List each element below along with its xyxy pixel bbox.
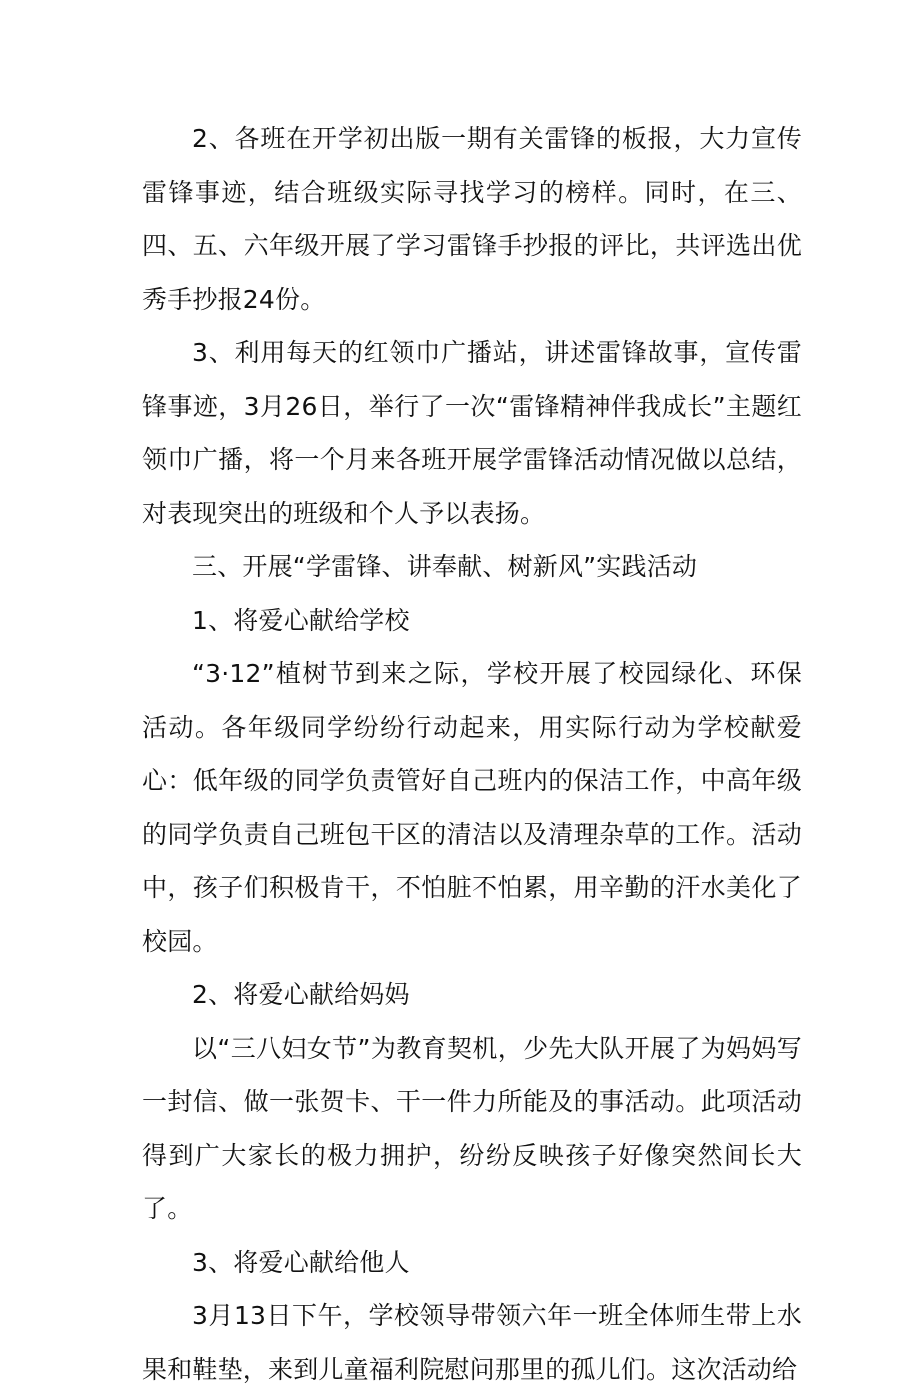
subheading-love-for-school: 1、将爱心献给学校 <box>192 605 410 635</box>
paragraph-womens-day: 以“三八妇女节”为教育契机，少先大队开展了为妈妈写一封信、做一张贺卡、干一件力所能及的事活动。此项活动得到广大家长的极力拥护，纷纷反映孩子好像突然间长大了。 <box>142 1033 802 1223</box>
paragraph-blackboard-newspaper: 2、各班在开学初出版一期有关雷锋的板报，大力宣传雷锋事迹，结合班级实际寻找学习的榜样。同时，在三、四、五、六年级开展了学习雷锋手抄报的评比，共评选出优秀手抄报24份。 <box>142 124 802 314</box>
document-body <box>142 112 802 1396</box>
section-heading-practice-activities: 三、开展“学雷锋、讲奉献、树新风”实践活动 <box>192 552 698 581</box>
subheading-love-for-others: 3、将爱心献给他人 <box>192 1247 410 1277</box>
paragraph-arbor-day: “3·12”植树节到来之际，学校开展了校园绿化、环保活动。各年级同学纷纷行动起来，用实际行动为学校献爱心：低年级的同学负责管好自己班内的保洁工作，中高年级的同学负责自己班包干区的清洁以及清理杂草的工作。活动中，孩子们积极肯干，不怕脏不怕累，用辛勤的汗水美化了校园。 <box>142 659 802 956</box>
subheading-love-for-mothers: 2、将爱心献给妈妈 <box>192 980 410 1009</box>
paragraph-orphanage-visit: 3月13日下午，学校领导带领六年一班全体师生带上水果和鞋垫，来到儿童福利院慰问那里的孤儿们。这次活动给 <box>142 1301 802 1384</box>
paragraph-radio-station: 3、利用每天的红领巾广播站，讲述雷锋故事，宣传雷锋事迹，3月26日，举行了一次“雷锋精神伴我成长”主题红领巾广播，将一个月来各班开展学雷锋活动情况做以总结，对表现突出的班级和个人予以表扬。 <box>142 338 802 528</box>
